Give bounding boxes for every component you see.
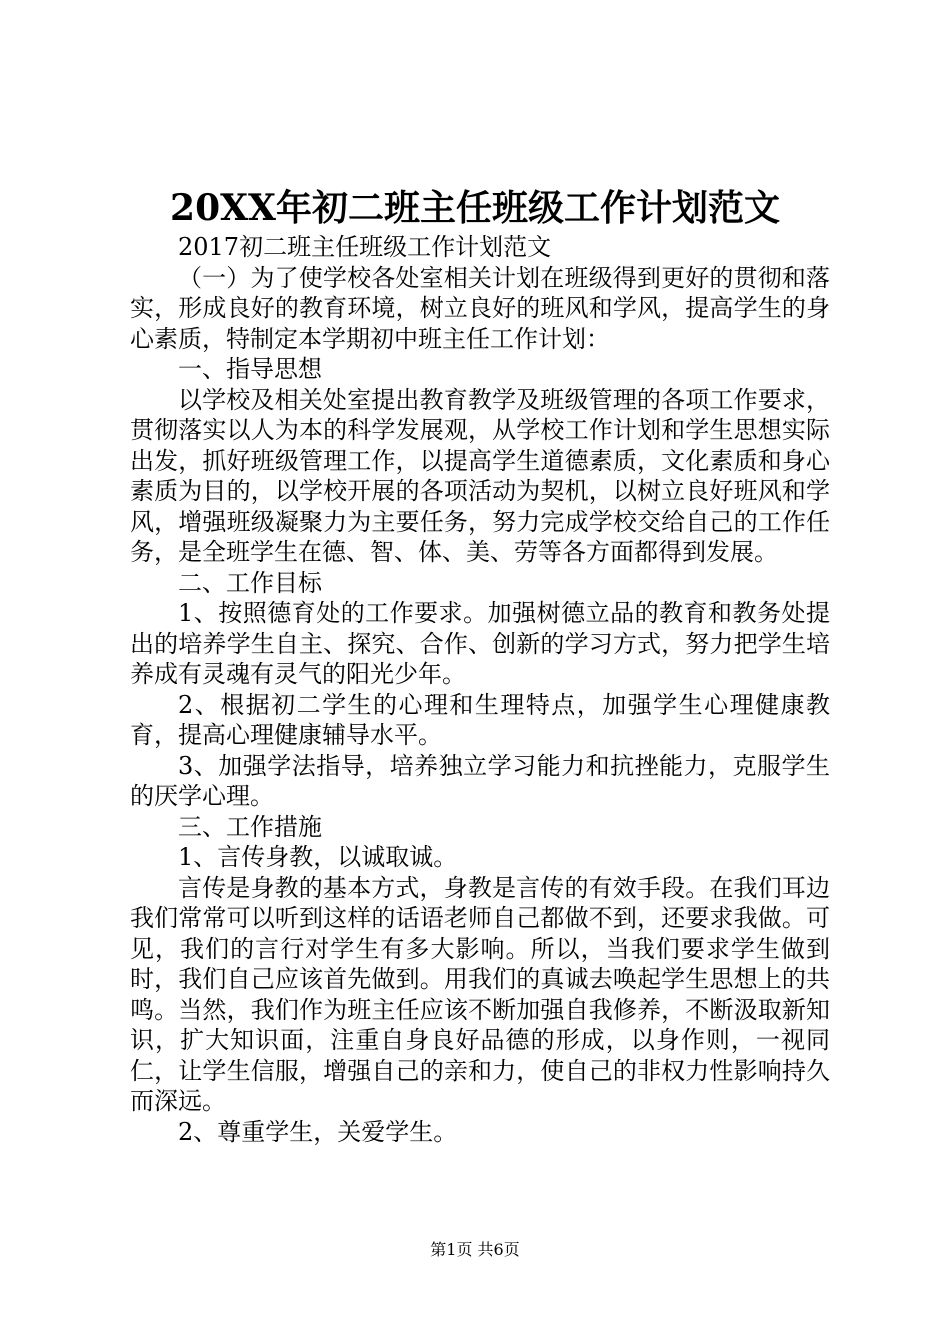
heading-work-goals: 二、工作目标 <box>178 568 322 597</box>
paragraph-guiding-ideology: 以学校及相关处室提出教育教学及班级管理的各项工作要求，贯彻落实以人为本的科学发展观，从学校工作计划和学生思想实际出发，抓好班级管理工作，以提高学生道德素质，文化素质和身心素质为目的，以学校开展的各项活动为契机，以树立良好班风和学风，增强班级凝聚力为主要任务，努力完成学校交给自己的工作任务，是全班学生在德、智、体、美、劳等各方面都得到发展。 <box>130 385 830 566</box>
document-title: 20XX年初二班主任班级工作计划范文 <box>170 187 780 229</box>
paragraph-goal-3: 3、加强学法指导，培养独立学习能力和抗挫能力，克服学生的厌学心理。 <box>130 751 830 810</box>
paragraph-measure-1: 言传是身教的基本方式，身教是言传的有效手段。在我们耳边我们常常可以听到这样的话语老师自己都做不到，还要求我做。可见，我们的言行对学生有多大影响。所以，当我们要求学生做到时，我们自己应该首先做到。用我们的真诚去唤起学生思想上的共鸣。当然，我们作为班主任应该不断加强自我修养，不断汲取新知识，扩大知识面，注重自身良好品德的形成，以身作则，一视同仁，让学生信服，增强自己的亲和力，使自己的非权力性影响持久而深远。 <box>130 873 830 1115</box>
paragraph-goal-1: 1、按照德育处的工作要求。加强树德立品的教育和教务处提出的培养学生自主、探究、合作、创新的学习方式，努力把学生培养成有灵魂有灵气的阳光少年。 <box>130 599 830 688</box>
heading-guiding-ideology: 一、指导思想 <box>178 355 322 383</box>
subheading-measure-1: 1、言传身教，以诚取诚。 <box>178 843 458 871</box>
document-body <box>130 232 830 1147</box>
subheading-measure-2: 2、尊重学生，关爱学生。 <box>178 1117 458 1146</box>
paragraph-goal-2: 2、根据初二学生的心理和生理特点，加强学生心理健康教育，提高心理健康辅导水平。 <box>130 690 830 749</box>
page-footer: 第1页 共6页 <box>430 1240 520 1259</box>
heading-work-measures: 三、工作措施 <box>178 812 322 841</box>
paragraph-intro: （一）为了使学校各处室相关计划在班级得到更好的贯彻和落实，形成良好的教育环境，树立良好的班风和学风，提高学生的身心素质，特制定本学期初中班主任工作计划： <box>130 263 830 353</box>
paragraph-subtitle: 2017初二班主任班级工作计划范文 <box>178 233 552 261</box>
